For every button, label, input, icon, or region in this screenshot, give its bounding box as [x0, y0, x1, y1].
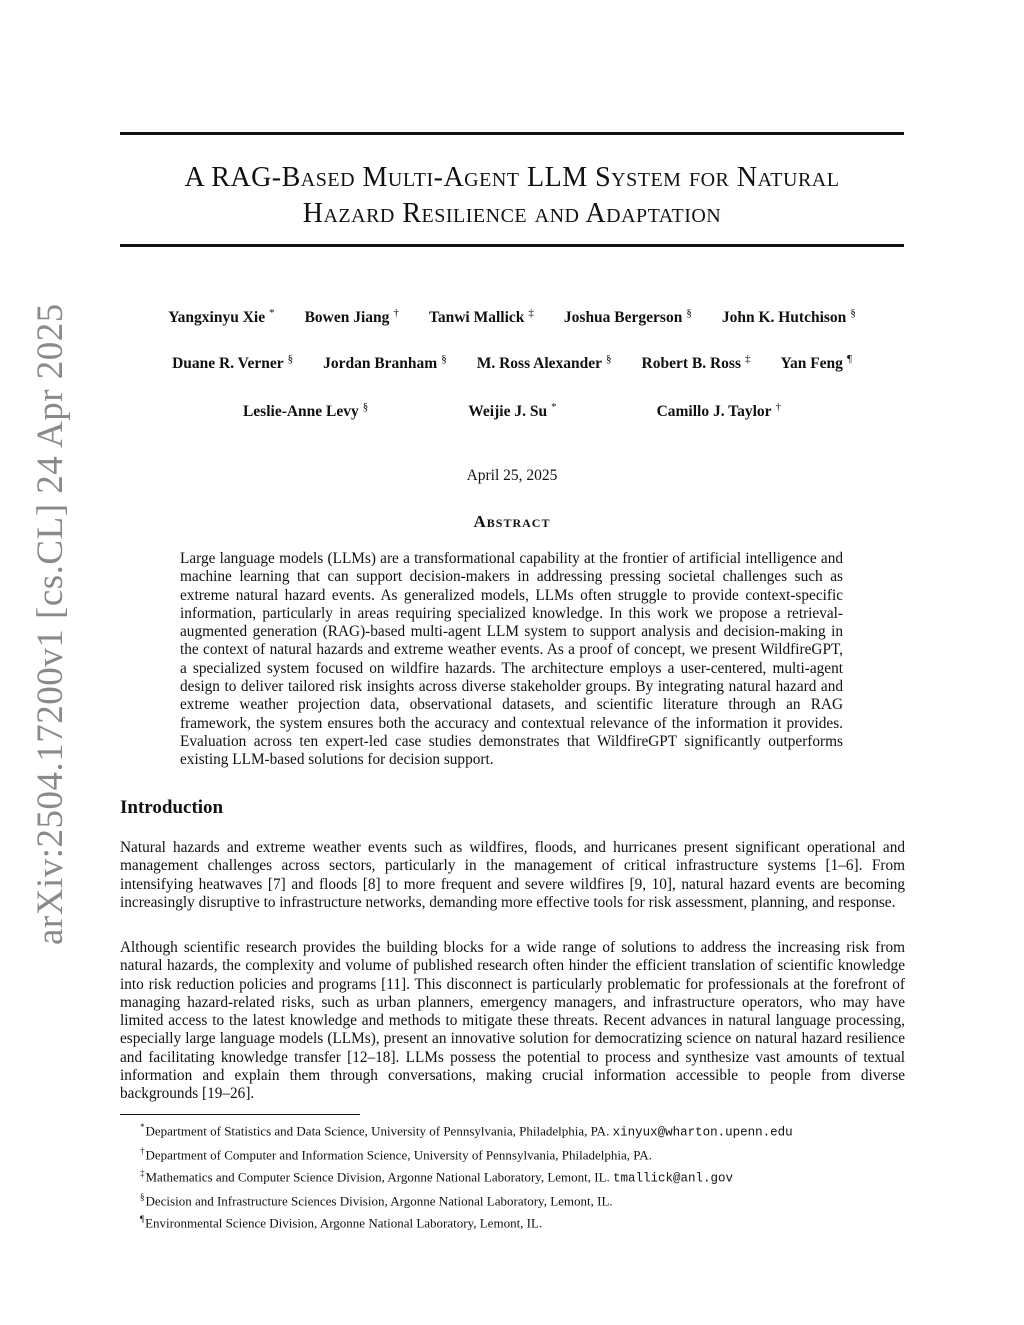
footnote: †Department of Computer and Information Science, University of Pennsylvania, Philadelphia, PA. [140, 1145, 652, 1162]
author: Duane R. Verner § [172, 353, 294, 373]
author: Robert B. Ross ‡ [641, 353, 751, 373]
author: M. Ross Alexander § [476, 353, 612, 373]
author: Tanwi Mallick ‡ [428, 307, 534, 327]
author-row-2 [120, 353, 904, 373]
publication-date: April 25, 2025 [466, 467, 558, 484]
author: Leslie-Anne Levy § [242, 401, 369, 421]
author: Bowen Jiang † [304, 307, 399, 327]
abstract-heading: Abstract [473, 512, 551, 531]
author: Weijie J. Su * [468, 401, 557, 421]
author: Yangxinyu Xie * [168, 307, 275, 327]
footnote-email: tmallick@anl.gov [613, 1171, 734, 1186]
footnote: §Decision and Infrastructure Sciences Division, Argonne National Laboratory, Lemont, IL. [140, 1191, 613, 1208]
author: Yan Feng ¶ [780, 353, 852, 373]
title-top-rule [120, 132, 904, 135]
footnote: *Department of Statistics and Data Science, University of Pennsylvania, Philadelphia, PA. xinyux@wharton.upenn.edu [140, 1122, 793, 1140]
author-row-3 [120, 401, 904, 421]
title-bottom-rule [120, 244, 904, 247]
author: Joshua Bergerson § [563, 307, 692, 327]
author-row-1 [120, 307, 904, 327]
introduction-paragraph-1: Natural hazards and extreme weather events such as wildfires, floods, and hurricanes present significant operational and management challenges across sectors, particularly in the management of critical infrastructure systems [1–6]. From intensifying heatwaves [7] and floods [8] to more frequent and severe wildfires [9, 10], natural hazard events are becoming increasingly disruptive to infrastructure networks, demanding more effective tools for risk assessment, planning, and response. [120, 839, 905, 911]
footnote: ‡Mathematics and Computer Science Division, Argonne National Laboratory, Lemont, IL. tmallick@anl.gov [140, 1168, 734, 1186]
footnote-rule [120, 1114, 360, 1115]
footnote-email: xinyux@wharton.upenn.edu [612, 1125, 793, 1140]
paper-title-line-2: Hazard Resilience and Adaptation [302, 198, 722, 229]
arxiv-sidebar-identifier: arXiv:2504.17200v1 [cs.CL] 24 Apr 2025 [30, 303, 71, 945]
footnote: ¶Environmental Science Division, Argonne National Laboratory, Lemont, IL. [140, 1214, 543, 1231]
section-heading-introduction: Introduction [120, 797, 224, 818]
paper-title [120, 160, 904, 232]
paper-title-line-1: A RAG-Based Multi-Agent LLM System for Natural [184, 162, 840, 193]
author: Jordan Branham § [323, 353, 447, 373]
author: Camillo J. Taylor † [656, 401, 782, 421]
introduction-paragraph-2: Although scientific research provides the building blocks for a wide range of solutions to address the increasing risk from natural hazards, the complexity and volume of published research often hinder the efficient translation of scientific knowledge into risk reduction policies and programs [11]. This disconnect is particularly problematic for professionals at the forefront of managing hazard-related risks, such as urban planners, emergency managers, and infrastructure operators, who may have limited access to the latest knowledge and methods to mitigate these threats. Recent advances in natural language processing, especially large language models (LLMs), present an innovative solution for democratizing science on natural hazard resilience and facilitating knowledge transfer [12–18]. LLMs possess the potential to process and synthesize vast amounts of textual information and explain them through conversations, making crucial information accessible to people from diverse backgrounds [19–26]. [120, 939, 905, 1103]
footnotes [140, 1118, 910, 1233]
author: John K. Hutchison § [721, 307, 856, 327]
abstract-body: Large language models (LLMs) are a transformational capability at the frontier of artificial intelligence and machine learning that can support decision-makers in addressing pressing societal challenges such as extreme natural hazard events. As generalized models, LLMs often struggle to provide context-specific information, particularly in areas requiring specialized knowledge. In this work we propose a retrieval-augmented generation (RAG)-based multi-agent LLM system to support analysis and decision-making in the context of natural hazards and extreme weather events. As a proof of concept, we present WildfireGPT, a specialized system focused on wildfire hazards. The architecture employs a user-centered, multi-agent design to deliver tailored risk insights across diverse stakeholder groups. By integrating natural hazard and extreme weather projection data, observational datasets, and scientific literature through an RAG framework, the system ensures both the accuracy and contextual relevance of the information it provides. Evaluation across ten expert-led case studies demonstrates that WildfireGPT significantly outperforms existing LLM-based solutions for decision support. [180, 550, 843, 769]
